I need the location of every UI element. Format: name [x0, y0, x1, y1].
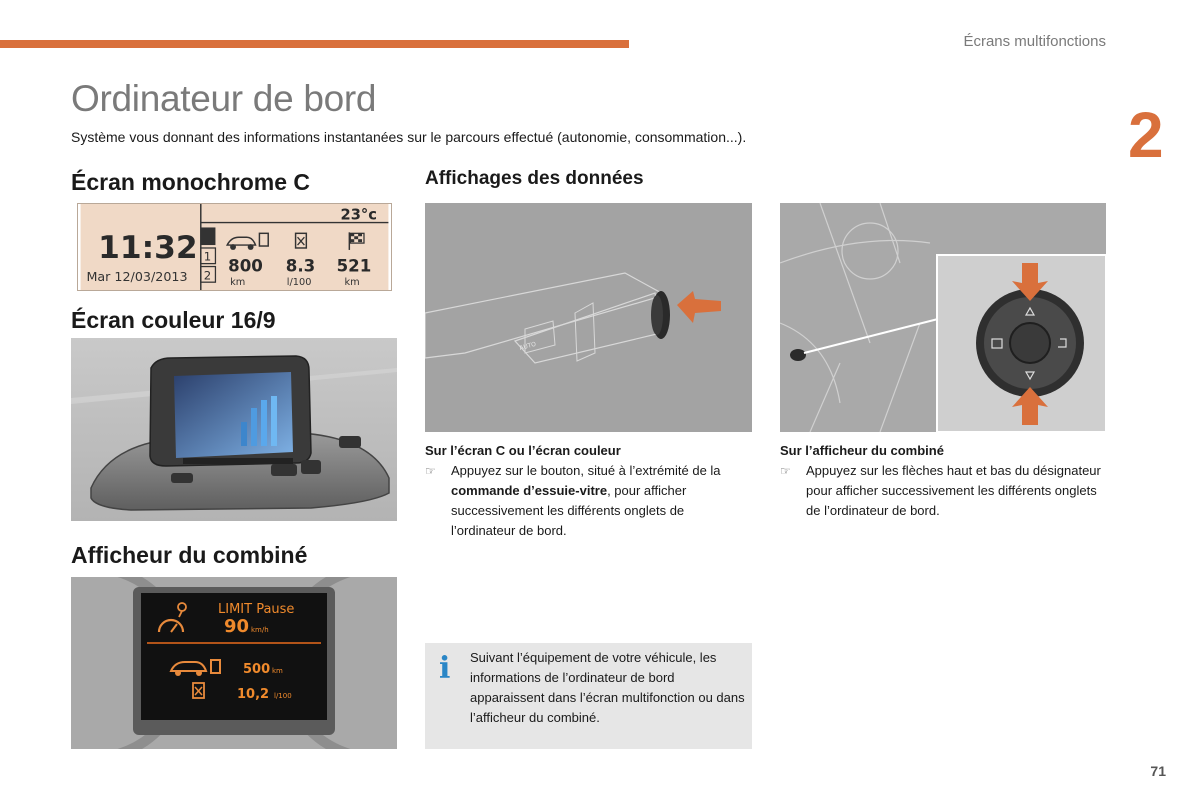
page-number: 71: [1150, 763, 1166, 779]
screen-caption-text-1: Appuyez sur le bouton, situé à l’extrémité de la: [451, 463, 721, 478]
mono-screen-heading: Écran monochrome C: [71, 169, 310, 195]
cluster-control-figure: [780, 203, 1106, 432]
screen-caption-title: Sur l’écran C ou l’écran couleur: [425, 443, 621, 458]
cluster-limit-label: LIMIT Pause: [218, 602, 295, 617]
cluster-range: 500: [243, 662, 271, 677]
cluster-illustration: [71, 577, 397, 749]
mono-screen-illustration: [78, 204, 391, 290]
info-text: Suivant l’équipement de votre véhicule, les informations de l’ordinateur de bord apparaissent dans l’écran multifonction ou dans l’afficheur du combiné.: [470, 650, 745, 725]
mono-date: Mar 12/03/2013: [86, 269, 188, 285]
mono-unit-2: l/100: [286, 277, 312, 289]
mono-value-2: 8.3: [285, 256, 316, 276]
screen-caption-bullet: [425, 461, 745, 541]
cluster-caption-text: Appuyez sur les flèches haut et bas du désignateur pour afficher successivement les différents onglets de l’ordinateur de bord.: [806, 463, 1101, 518]
cluster-range-unit: km: [272, 667, 283, 675]
cluster-heading: Afficheur du combiné: [71, 542, 308, 568]
hand-pointer-icon: ☞: [780, 464, 791, 478]
mono-value-3: 521: [336, 256, 372, 276]
chapter-number: 2: [1128, 99, 1164, 171]
cluster-caption-title: Sur l’afficheur du combiné: [780, 443, 944, 458]
cluster-speed-unit: km/h: [251, 626, 269, 634]
page-title: Ordinateur de bord: [71, 78, 377, 119]
cluster-consumption-unit: l/100: [274, 692, 292, 700]
color-screen-figure: [71, 338, 397, 521]
wiper-stalk-figure: [425, 203, 752, 432]
color-screen-heading: Écran couleur 16/9: [71, 307, 276, 333]
cluster-caption: [780, 441, 1102, 521]
tab-active-indicator: [201, 227, 216, 245]
cluster-speed: 90: [224, 616, 250, 637]
mono-time: 11:32: [98, 229, 198, 266]
wiper-stalk-illustration: [425, 203, 752, 432]
wiper-stalk-label: commande d’essuie-vitre: [451, 483, 608, 498]
cluster-figure: [71, 577, 397, 749]
intro-text: Système vous donnant des informations instantanées sur le parcours effectué (autonomie, consommation...).: [71, 129, 747, 145]
mono-unit-3: km: [344, 277, 360, 289]
info-note: [425, 643, 752, 749]
mono-tab-2: 2: [203, 268, 212, 283]
section-name: Écrans multifonctions: [963, 33, 1106, 50]
data-display-heading: Affichages des données: [425, 168, 644, 189]
info-icon: i: [439, 651, 451, 686]
cluster-consumption: 10,2: [237, 687, 270, 702]
header-accent-bar: [0, 40, 629, 48]
cluster-caption-bullet: [780, 461, 1102, 521]
color-screen-illustration: [71, 338, 397, 521]
hand-pointer-icon: ☞: [425, 464, 436, 478]
mono-tab-1: 1: [203, 249, 212, 264]
screen-caption-text-2: , pour afficher successivement les différents onglets de l’ordinateur de bord.: [451, 483, 687, 538]
mono-temperature: 23°c: [340, 206, 377, 224]
mono-screen-figure: [77, 203, 392, 291]
cluster-control-illustration: [780, 203, 1106, 432]
mono-value-1: 800: [228, 256, 263, 276]
svg-text:AUTO: AUTO: [518, 340, 537, 352]
mono-unit-1: km: [230, 277, 246, 289]
screen-caption: [425, 441, 745, 541]
